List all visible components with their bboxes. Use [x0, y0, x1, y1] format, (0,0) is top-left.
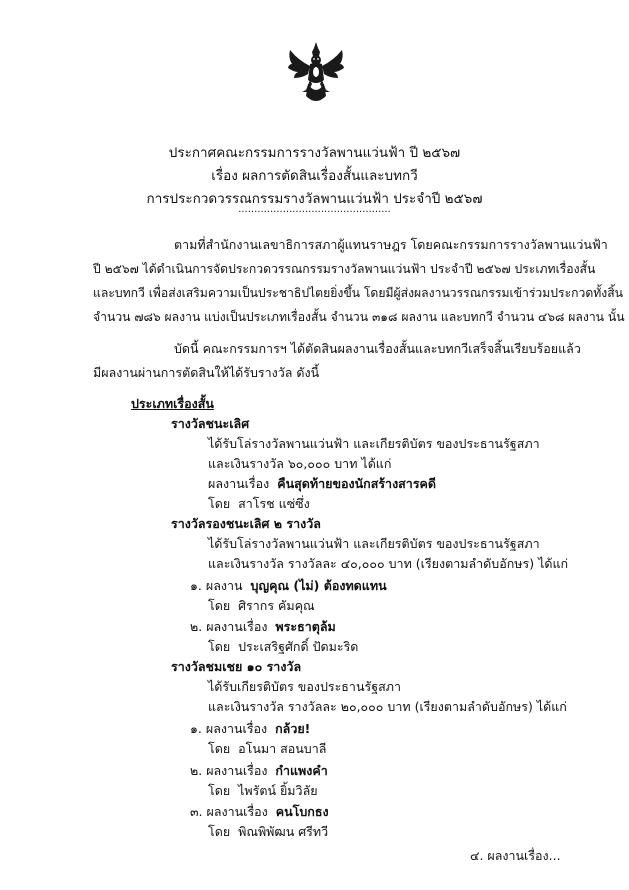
item-number: ๓. — [190, 804, 203, 819]
author-name: สาโรช แซ่ซึ่ง — [238, 496, 310, 511]
intro-line-1: ตามที่สำนักงานเลขาธิการสภาผู้แทนราษฎร โดยคณะกรรมการรางวัลพานแว่นฟ้า — [174, 237, 608, 252]
honorable-desc-1: ได้รับเกียรติบัตร ของประธานรัฐสภา — [208, 679, 401, 694]
honorable-desc-2: และเงินรางวัล รางวัลละ ๒๐,๐๐๐ บาท (เรียงตามลำดับอักษร) ได้แก่ — [208, 699, 567, 714]
work-title: กล้วย! — [275, 721, 311, 736]
author-name: ไพรัตน์ ยิ้มวิลัย — [238, 783, 318, 798]
item-number: ๒. — [190, 763, 203, 778]
item-number: ๒. — [190, 619, 203, 634]
by-prefix: โดย — [208, 824, 231, 839]
honorable-item-3 — [190, 802, 329, 822]
by-prefix: โดย — [208, 496, 231, 511]
work-prefix: ผลงานเรื่อง — [206, 804, 268, 819]
header-divider: ................................................ — [238, 204, 391, 215]
result-line-2: มีผลงานผ่านการตัดสินให้ได้รับรางวัล ดังนี้ — [93, 365, 320, 380]
work-prefix: ผลงานเรื่อง — [208, 476, 270, 491]
winner-desc-2: และเงินรางวัล ๖๐,๐๐๐ บาท ได้แก่ — [208, 456, 392, 471]
winner-work — [208, 474, 436, 494]
runnerup-heading: รางวัลรองชนะเลิศ ๒ รางวัล — [171, 516, 321, 531]
by-prefix: โดย — [208, 741, 231, 756]
honorable-item-2 — [190, 761, 328, 781]
by-prefix: โดย — [208, 598, 231, 613]
item-number: ๑. — [190, 578, 202, 593]
by-prefix: โดย — [208, 639, 231, 654]
intro-line-2: ปี ๒๕๖๗ ได้ดำเนินการจัดประกวดวรรณกรรมรางวัลพานแว่นฟ้า ประจำปี ๒๕๖๗ ประเภทเรื่องสั้น — [93, 262, 596, 276]
continuation-marker: ๔. ผลงานเรื่อง... — [470, 848, 561, 863]
honorable-author-2 — [208, 781, 318, 801]
announcement-subject: เรื่อง ผลการตัดสินเรื่องสั้นและบทกวี — [211, 168, 418, 184]
work-title: บุญคุณ (ไม่) ต้องทดแทน — [250, 578, 387, 593]
announcement-title: ประกาศคณะกรรมการรางวัลพานแว่นฟ้า ปี ๒๕๖๗ — [168, 145, 461, 161]
work-prefix: ผลงานเรื่อง — [205, 721, 268, 736]
garuda-emblem-icon — [286, 40, 346, 106]
author-name: ประเสริฐศักดิ์ ปัดมะริด — [238, 639, 359, 654]
item-number: ๑. — [190, 721, 202, 736]
work-prefix: ผลงาน — [205, 578, 243, 593]
runnerup-item-1 — [190, 576, 387, 596]
winner-heading: รางวัลชนะเลิศ — [171, 416, 250, 431]
result-line-1: บัดนี้ คณะกรรมการฯ ได้ตัดสินผลงานเรื่องสั้นและบทกวีเสร็จสิ้นเรียบร้อยแล้ว — [174, 341, 581, 356]
work-title: กำแพงคำ — [275, 763, 328, 778]
intro-line-3: และบทกวี เพื่อส่งเสริมความเป็นประชาธิปไตยยิ่งขึ้น โดยมีผู้ส่งผลงานวรรณกรรมเข้าร่วมประกวดทั้งสิ้น — [93, 286, 624, 300]
by-prefix: โดย — [208, 783, 231, 798]
honorable-item-1 — [190, 719, 310, 739]
runnerup-author-1 — [208, 596, 315, 616]
work-title: พระธาตุล้ม — [275, 619, 336, 634]
runnerup-desc-1: ได้รับโล่รางวัลพานแว่นฟ้า และเกียรติบัตร ของประธานรัฐสภา — [208, 536, 540, 551]
winner-author — [208, 494, 310, 514]
honorable-author-1 — [208, 739, 326, 759]
category-heading: ประเภทเรื่องสั้น — [131, 396, 214, 411]
author-name: พิณพิพัฒน ศรีทวี — [238, 824, 329, 839]
work-title: คนโบกธง — [275, 804, 329, 819]
runnerup-desc-2: และเงินรางวัล รางวัลละ ๔๐,๐๐๐ บาท (เรียงตามลำดับอักษร) ได้แก่ — [208, 556, 569, 571]
honorable-heading: รางวัลชมเชย ๑๐ รางวัล — [171, 659, 302, 674]
work-title: คืนสุดท้ายของนักสร้างสารคดี — [277, 476, 437, 491]
announcement-subtitle: การประกวดวรรณกรรมรางวัลพานแว่นฟ้า ประจำปี ๒๕๖๗ — [146, 191, 483, 207]
runnerup-author-2 — [208, 637, 358, 657]
work-prefix: ผลงานเรื่อง — [206, 619, 268, 634]
intro-line-4: จำนวน ๗๘๖ ผลงาน แบ่งเป็นประเภทเรื่องสั้น จำนวน ๓๑๘ ผลงาน และบทกวี จำนวน ๔๖๘ ผลงาน นั้น — [93, 310, 625, 324]
author-name: ศิรากร คัมคุณ — [238, 598, 315, 613]
author-name: อโนมา สอนบาลี — [238, 741, 327, 756]
work-prefix: ผลงานเรื่อง — [206, 763, 268, 778]
honorable-author-3 — [208, 822, 328, 842]
winner-desc-1: ได้รับโล่รางวัลพานแว่นฟ้า และเกียรติบัตร ของประธานรัฐสภา — [208, 436, 540, 451]
runnerup-item-2 — [190, 617, 336, 637]
